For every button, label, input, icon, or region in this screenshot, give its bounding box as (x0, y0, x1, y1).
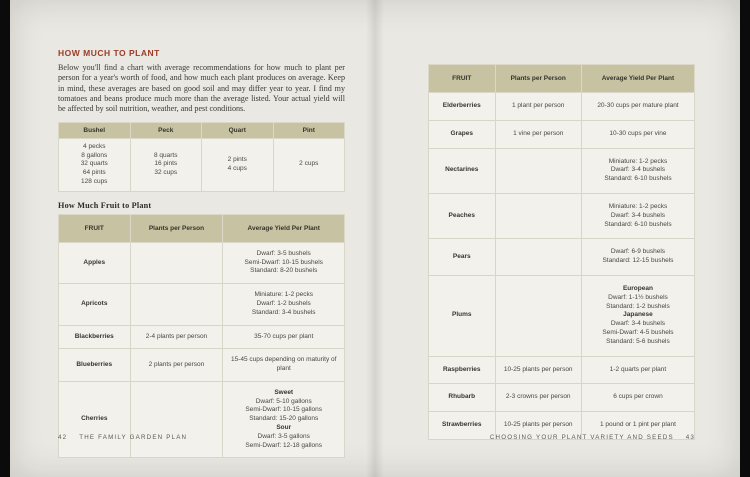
cell-line: 4 cups (227, 164, 247, 172)
conversion-header-row (59, 122, 345, 138)
cell-line: Semi-Dwarf: 4-5 bushels (602, 328, 674, 336)
fruit-cell (429, 148, 496, 193)
cell-line: Dwarf: 3-4 bushels (610, 320, 666, 328)
page-footer-left (58, 434, 187, 441)
cell-line: Dwarf: 5-10 gallons (255, 397, 312, 405)
cell-line: Dwarf: 1-1½ bushels (608, 293, 668, 301)
fruit-cell (429, 356, 496, 384)
yield-cell (223, 325, 345, 349)
table-row (429, 120, 695, 148)
plants-cell (495, 193, 581, 238)
fruit-cell (429, 384, 496, 412)
plants-cell (495, 93, 581, 121)
cell-line: Standard: 3-4 bushels (251, 308, 316, 316)
cell-line: Plums (451, 311, 472, 319)
table-row (429, 275, 695, 356)
cell-line: Miniature: 1-2 pecks (608, 202, 668, 210)
column-header: Pint (273, 122, 345, 138)
cell-line: 8 quarts (154, 151, 178, 159)
cell-line: Rhubarb (448, 393, 476, 401)
cell-line: Apricots (81, 299, 108, 307)
table-row (59, 325, 345, 349)
cell-line: Sweet (274, 388, 294, 396)
cell-line (137, 300, 217, 309)
cell-line: 64 pints (82, 169, 106, 177)
table-row (429, 239, 695, 276)
cell-line (137, 415, 217, 424)
cell-line: 4 pecks (83, 142, 106, 150)
cell-line: Semi-Dwarf: 10-15 gallons (245, 406, 323, 414)
cell-line: 8 gallons (81, 151, 108, 159)
table-row (59, 349, 345, 382)
cell-line: Peaches (448, 211, 475, 219)
cell-line: 16 pints (154, 160, 178, 168)
cell-line: Dwarf: 3-5 gallons (257, 432, 310, 440)
intro-paragraph: Below you'll find a chart with average recommendations for how much to plant per person for a year's worth of food, and how much each plant produces on average. Keep in mind, these averages are based on good soil and may differ year to year. I find my tomatoes and beans produce much more than the average listed. Your actual yield will be affected by soil nutrition, weather, and pest conditions. (58, 63, 345, 114)
cell-line: Standard: 6-10 bushels (604, 175, 672, 183)
column-header: Bushel (59, 122, 131, 138)
footer-title: THE FAMILY GARDEN PLAN (79, 434, 188, 441)
cell-line: Grapes (450, 129, 473, 137)
cell-line: Strawberries (442, 421, 482, 429)
fruit-header-row (59, 214, 345, 242)
plants-cell (495, 239, 581, 276)
plants-cell (495, 275, 581, 356)
table-row (59, 284, 345, 325)
fruit-cell (429, 193, 496, 238)
cell-line: Nectarines (445, 166, 479, 174)
column-header: Plants per Person (495, 65, 581, 93)
page-heading: HOW MUCH TO PLANT (58, 48, 160, 58)
cell-line: 2 plants per person (148, 360, 205, 368)
cell-line: 10-25 plants per person (503, 365, 573, 373)
cell-line: Blackberries (74, 332, 114, 340)
cell-line: Dwarf: 6-9 bushels (610, 248, 666, 256)
cell-line: Miniature: 1-2 pecks (608, 157, 668, 165)
page-footer-right (490, 434, 695, 441)
fruit-cell (429, 120, 496, 148)
plants-cell (130, 381, 223, 458)
yield-cell (223, 349, 345, 382)
cell-line: Standard: 15-20 gallons (249, 415, 319, 423)
fruit-cell (429, 239, 496, 276)
fruit-cell (429, 412, 496, 440)
table-row (429, 356, 695, 384)
cell-line: Semi-Dwarf: 10-15 bushels (244, 258, 323, 266)
plants-cell (130, 242, 223, 283)
quart-cell (202, 138, 274, 191)
cell-line: Miniature: 1-2 pecks (254, 291, 313, 299)
yield-cell (223, 381, 345, 458)
plants-cell (130, 349, 223, 382)
page-number: 42 (58, 434, 68, 441)
yield-cell (223, 242, 345, 283)
fruit-cell (59, 349, 131, 382)
right-page (375, 0, 740, 477)
cell-line: 1 plant per person (512, 102, 565, 109)
cell-line: 6 cups per crown (613, 393, 663, 401)
cell-line: Elderberries (442, 102, 481, 109)
plants-cell (495, 356, 581, 384)
cell-line: Dwarf: 3-4 bushels (610, 166, 666, 174)
yield-cell (581, 93, 694, 121)
cell-line: 32 cups (154, 169, 178, 177)
cell-line: 1 vine per person (513, 129, 564, 137)
cell-line: Semi-Dwarf: 12-18 gallons (245, 441, 323, 449)
fruit-table-left (58, 214, 345, 459)
cell-line: 10-30 cups per vine (609, 129, 667, 137)
table-row (59, 381, 345, 458)
cell-line: 2-4 plants per person (145, 332, 208, 340)
cell-line (137, 259, 217, 268)
fruit-header-row (429, 65, 695, 93)
column-header: Average Yield Per Plant (581, 65, 694, 93)
yield-cell (581, 356, 694, 384)
footer-title: CHOOSING YOUR PLANT VARIETY AND SEEDS (489, 434, 674, 441)
cell-line: Standard: 1-2 bushels (606, 302, 670, 310)
yield-cell (581, 148, 694, 193)
fruit-table-right (428, 64, 695, 440)
yield-cell (581, 384, 694, 412)
fruit-cell (429, 275, 496, 356)
cell-line: Pears (452, 252, 471, 260)
cell-line: Cherries (81, 415, 108, 423)
cell-line: 32 quarts (80, 160, 108, 168)
fruit-cell (429, 93, 496, 121)
table-row (429, 148, 695, 193)
cell-line: 1-2 quarts per plant (609, 365, 667, 373)
fruit-cell (59, 325, 131, 349)
page-number: 43 (685, 434, 695, 441)
left-page (10, 0, 375, 477)
conversion-table (58, 122, 345, 192)
column-header: FRUIT (59, 214, 131, 242)
pint-cell (273, 138, 345, 191)
plants-cell (495, 120, 581, 148)
table-row (429, 93, 695, 121)
cell-line: Apples (83, 258, 106, 266)
cell-line: Dwarf: 3-4 bushels (610, 211, 666, 219)
yield-cell (581, 120, 694, 148)
cell-line: 128 cups (81, 177, 108, 185)
fruit-cell (59, 242, 131, 283)
cell-line: 35-70 cups per plant (254, 332, 314, 340)
cell-line (502, 311, 575, 320)
column-header: Peck (130, 122, 202, 138)
fruit-table-title: How Much Fruit to Plant (58, 200, 152, 210)
cell-line: Dwarf: 1-2 bushels (256, 299, 311, 307)
plants-cell (130, 284, 223, 325)
cell-line (502, 253, 575, 262)
cell-line: Blueberries (76, 360, 113, 368)
yield-cell (581, 239, 694, 276)
cell-line: 15-45 cups depending on maturity of plant (230, 356, 337, 373)
column-header: Average Yield Per Plant (223, 214, 345, 242)
cell-line: Raspberries (442, 365, 481, 373)
cell-line (502, 212, 575, 221)
cell-line (502, 166, 575, 175)
column-header: Quart (202, 122, 274, 138)
bushel-cell (59, 138, 131, 191)
peck-cell (130, 138, 202, 191)
plants-cell (130, 325, 223, 349)
fruit-cell (59, 381, 131, 458)
cell-line: Standard: 8-20 bushels (250, 267, 318, 275)
fruit-cell (59, 284, 131, 325)
plants-cell (495, 148, 581, 193)
cell-line: Sour (276, 424, 292, 432)
cell-line: Japanese (623, 311, 653, 319)
table-row (429, 193, 695, 238)
cell-line: Dwarf: 3-5 bushels (256, 249, 311, 257)
table-row (429, 384, 695, 412)
column-header: FRUIT (429, 65, 496, 93)
cell-line: 2 pints (227, 155, 247, 163)
cell-line: 2-3 crowns per person (505, 393, 571, 401)
cell-line: Standard: 5-6 bushels (606, 337, 670, 345)
table-row (59, 242, 345, 283)
column-header: Plants per Person (130, 214, 223, 242)
cell-line: European (622, 284, 653, 292)
book-spread (10, 0, 740, 477)
cell-line: 2 cups (299, 160, 319, 168)
yield-cell (223, 284, 345, 325)
cell-line: 20-30 cups per mature plant (597, 102, 679, 109)
plants-cell (495, 384, 581, 412)
cell-line: Standard: 12-15 bushels (602, 257, 674, 265)
cell-line: 10-25 plants per person (503, 421, 573, 429)
cell-line: 1 pound or 1 pint per plant (600, 421, 676, 429)
table-row (59, 138, 345, 191)
cell-line: Standard: 6-10 bushels (604, 220, 672, 228)
yield-cell (581, 275, 694, 356)
yield-cell (581, 193, 694, 238)
